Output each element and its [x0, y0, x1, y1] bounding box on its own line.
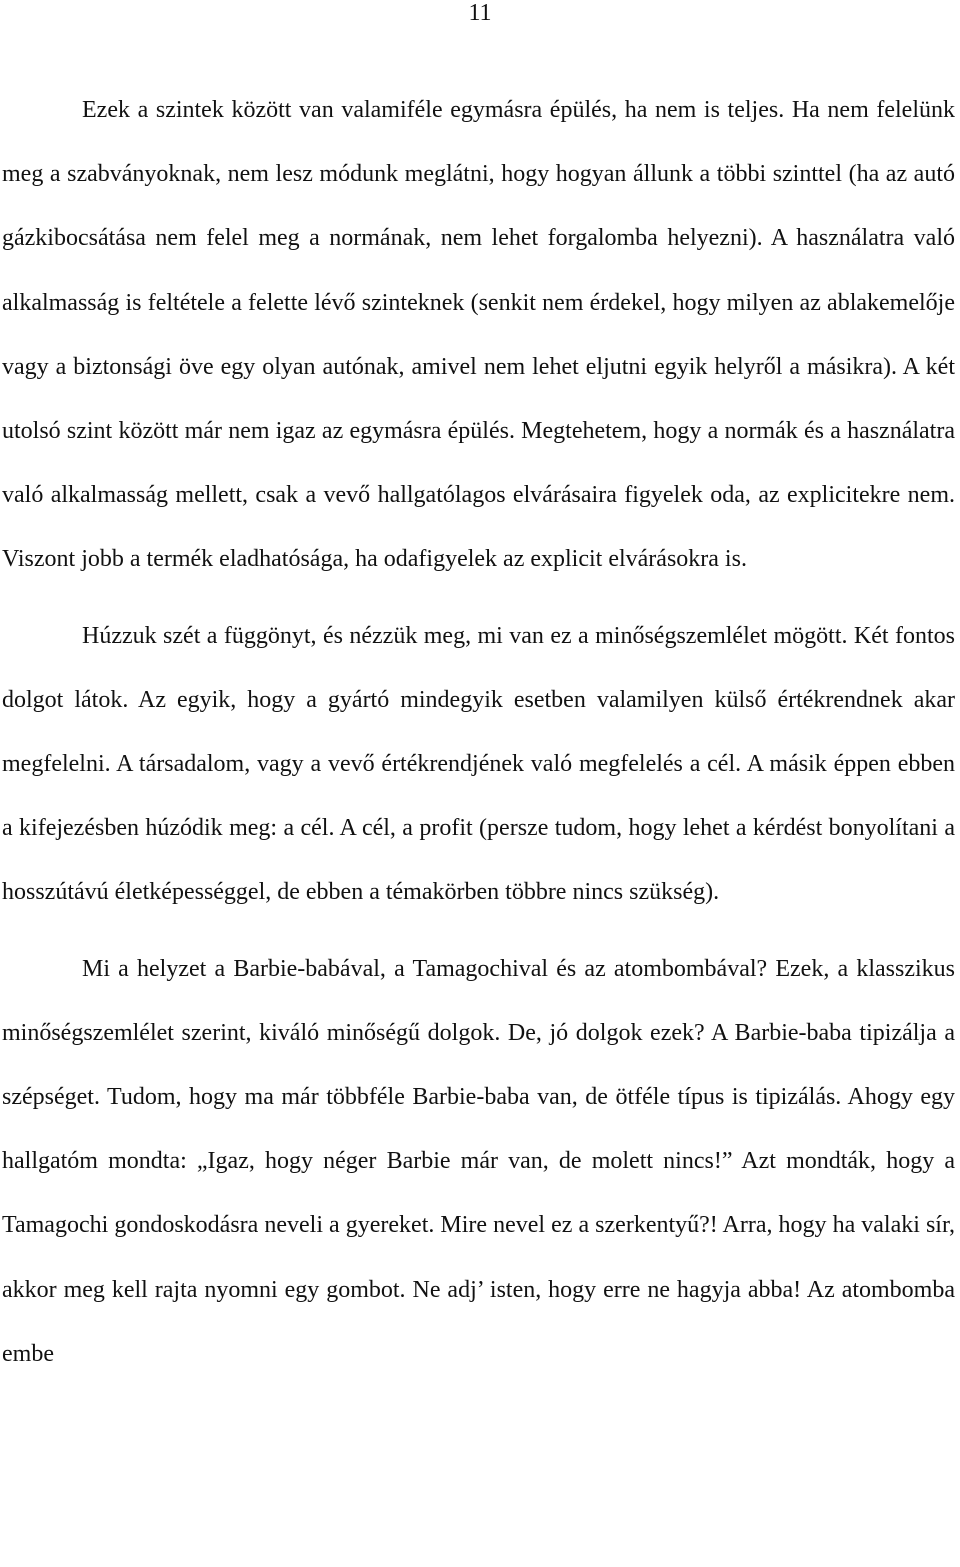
page-number: 11 — [468, 0, 492, 26]
document-body — [2, 78, 955, 1386]
paragraph-2: Húzzuk szét a függönyt, és nézzük meg, mi van ez a minőségszemlélet mögött. Két fontos dolgot látok. Az egyik, hogy a gyártó mindegyik esetben valamilyen külső értékrendnek akar megfelelni. A társadalom, vagy a vevő értékrendjének való megfelelés a cél. A másik éppen ebben a kifejezésben húzódik meg: a cél. A cél, a profit (persze tudom, hogy lehet a kérdést bonyolítani a hosszútávú életképességgel, de ebben a témakörben többre nincs szükség). — [2, 622, 955, 906]
paragraph-1: Ezek a szintek között van valamiféle egymásra épülés, ha nem is teljes. Ha nem felelünk meg a szabványoknak, nem lesz módunk meglátni, hogy hogyan állunk a többi szinttel (ha az autó gázkibocsátása nem felel meg a normának, nem lehet forgalomba helyezni). A használatra való alkalmasság is feltétele a felette lévő szinteknek (senkit nem érdekel, hogy milyen az ablakemelője vagy a biztonsági öve egy olyan autónak, amivel nem lehet eljutni egyik helyről a másikra). A két utolsó szint között már nem igaz az egymásra épülés. Megtehetem, hogy a normák és a használatra való alkalmasság mellett, csak a vevő hallgatólagos elvárásaira figyelek oda, az explicitekre nem. Viszont jobb a termék eladhatósága, ha odafigyelek az explicit elvárásokra is. — [2, 97, 955, 573]
paragraph-3: Mi a helyzet a Barbie-babával, a Tamagochival és az atombombával? Ezek, a klasszikus minőségszemlélet szerint, kiváló minőségű dolgok. De, jó dolgok ezek? A Barbie-baba tipizálja a szépséget. Tudom, hogy ma már többféle Barbie-baba van, de ötféle típus is tipizálás. Ahogy egy hallgatóm mondta: „Igaz, hogy néger Barbie már van, de molett nincs!” Azt mondták, hogy a Tamagochi gondoskodásra neveli a gyereket. Mire nevel ez a szerkentyű?! Arra, hogy ha valaki sír, akkor meg kell rajta nyomni egy gombot. Ne adj’ isten, hogy erre ne hagyja abba! Az atombomba embe — [2, 955, 955, 1367]
